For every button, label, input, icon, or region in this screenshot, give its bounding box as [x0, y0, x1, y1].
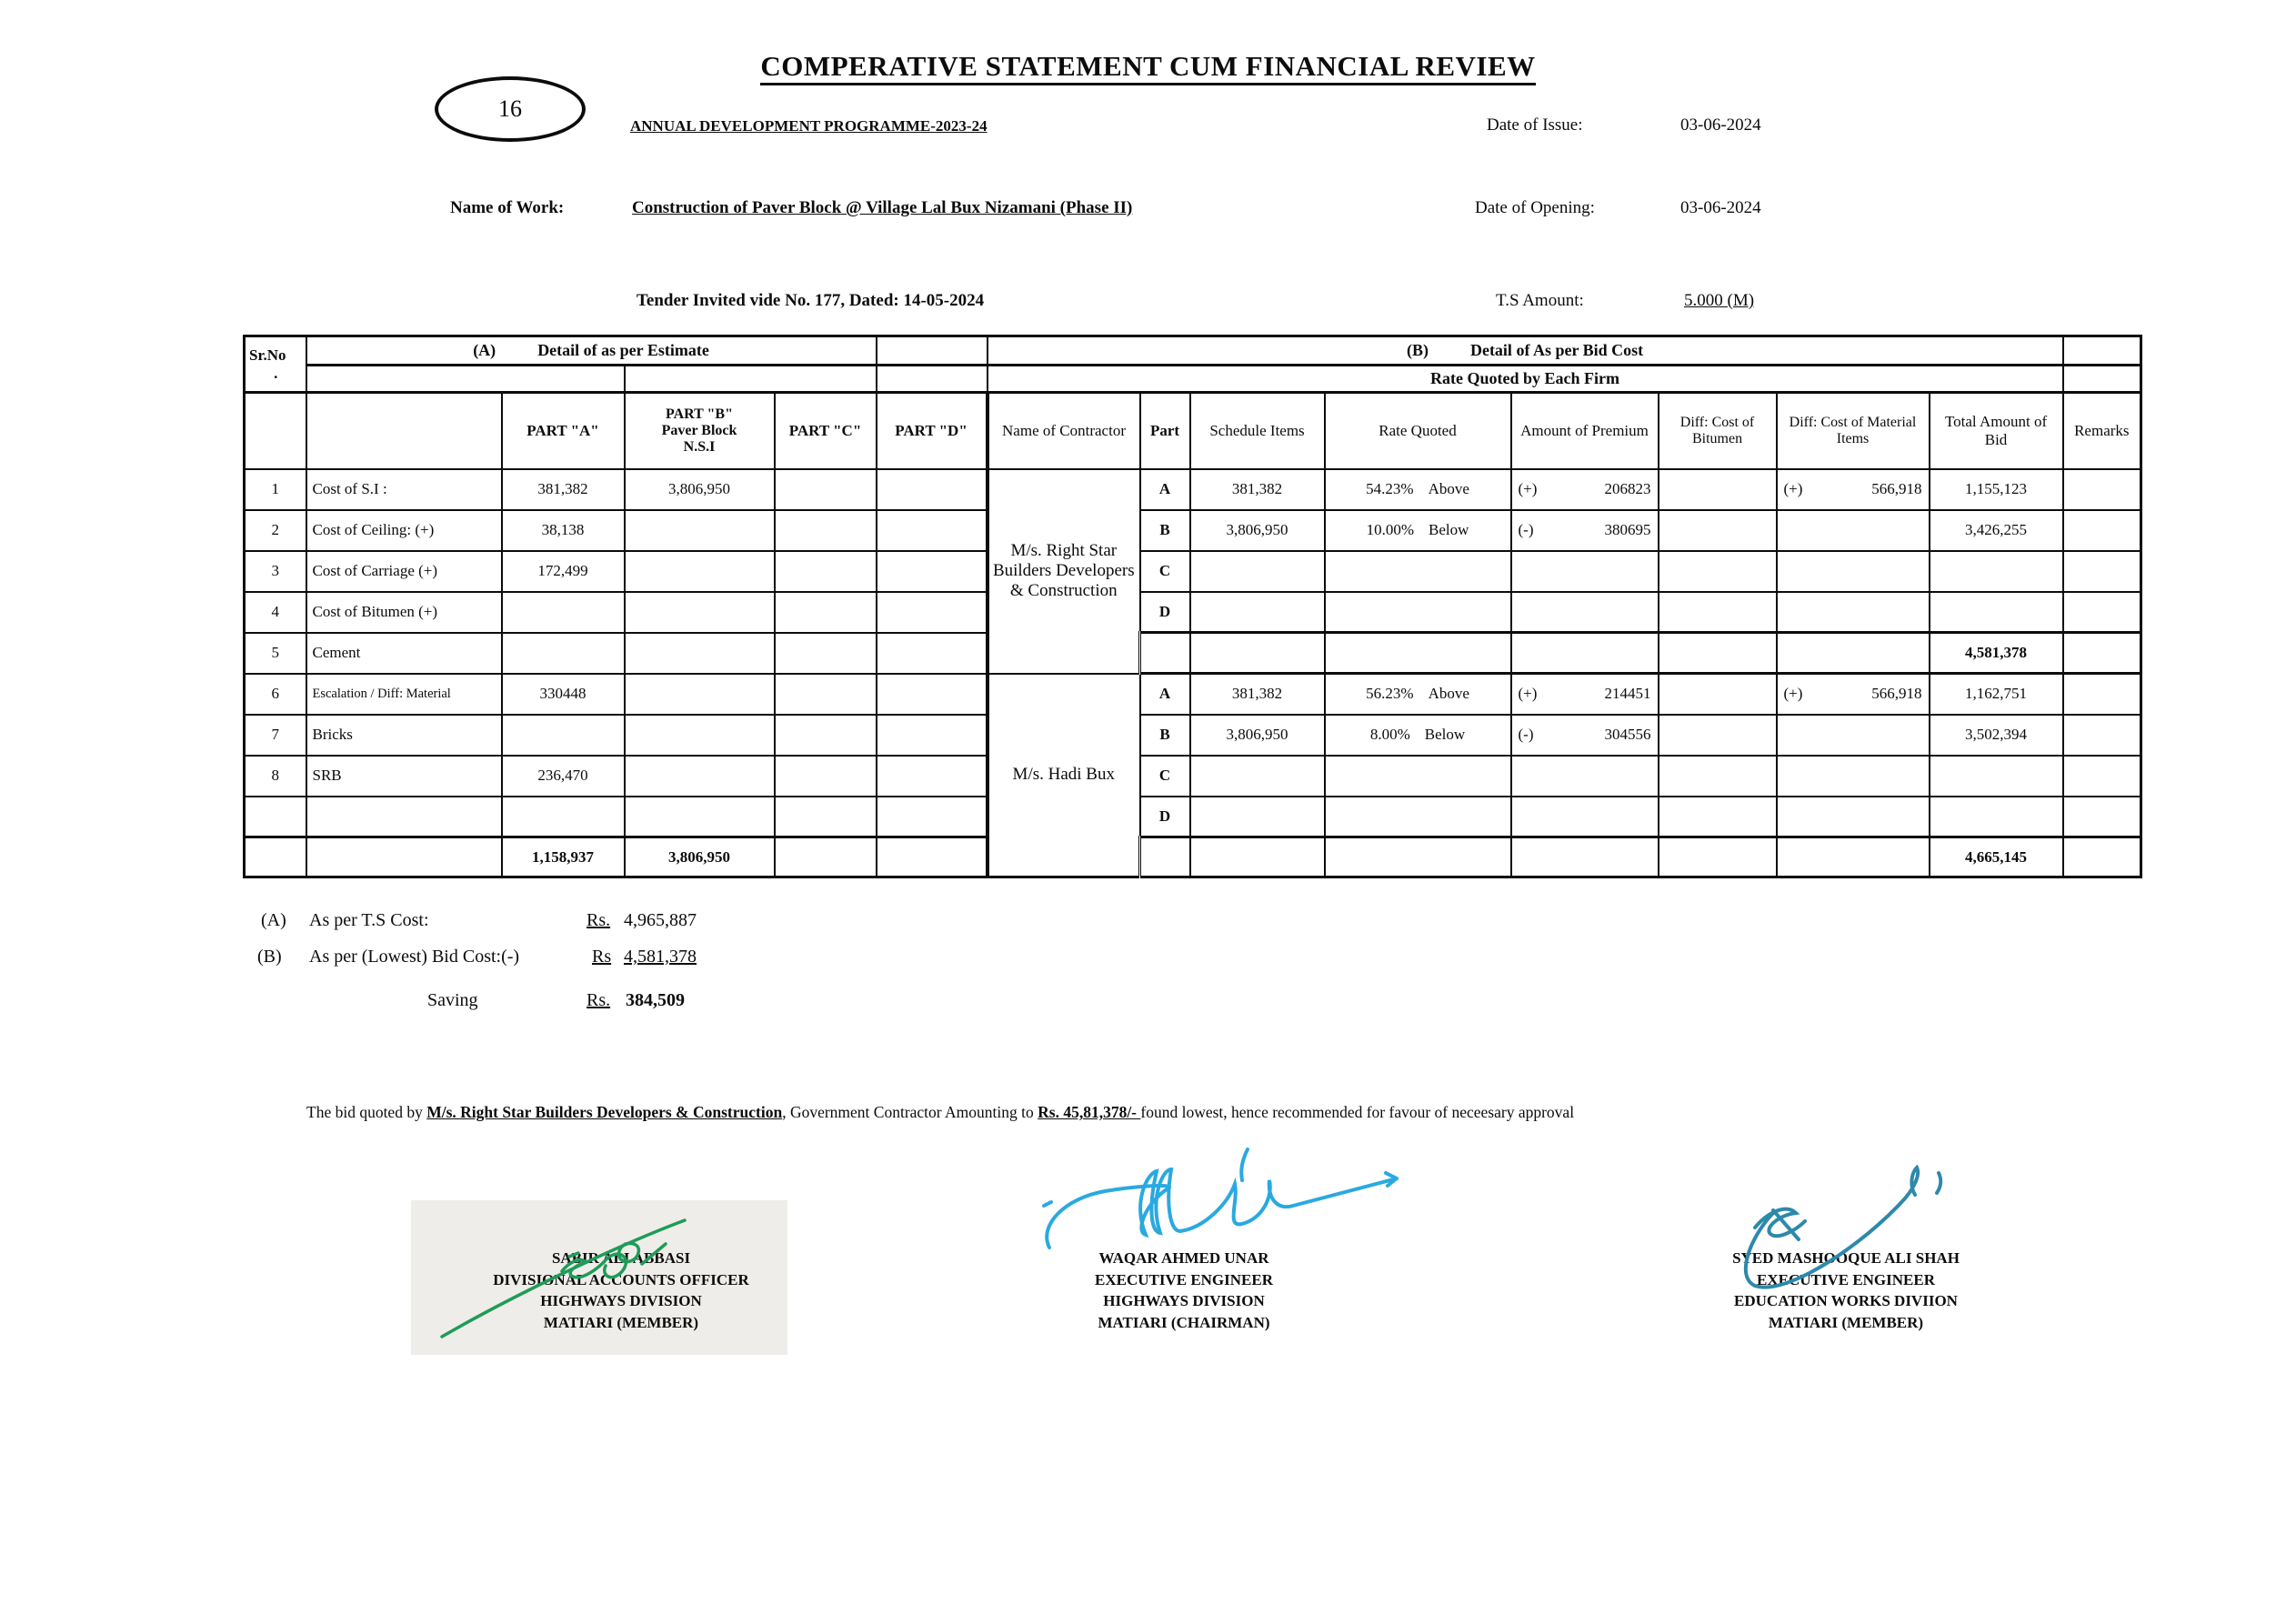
- cell-rate-quoted: [1325, 797, 1511, 837]
- signer-division: EDUCATION WORKS DIVIION: [1734, 1292, 1958, 1309]
- comparison-table-wrap: [243, 335, 2142, 878]
- signer-title: EXECUTIVE ENGINEER: [1094, 1270, 1273, 1288]
- signer-title: DIVISIONAL ACCOUNTS OFFICER: [493, 1270, 749, 1288]
- cell-rate-quoted: 10.00% Below: [1325, 510, 1511, 551]
- table-row: [245, 551, 2141, 592]
- cell-srno: 3: [245, 551, 306, 592]
- cell-part-b: [625, 715, 775, 756]
- col-header-remarks: Remarks: [2063, 393, 2141, 469]
- cell-total-bid: 3,426,255: [1930, 510, 2063, 551]
- cell-part-b: [625, 592, 775, 633]
- cell-premium: (-) 304556: [1511, 715, 1659, 756]
- cell-part-d: [877, 592, 988, 633]
- cell-part-d: [877, 510, 988, 551]
- saving-value: 384,509: [626, 990, 685, 1010]
- cell-part-c: [775, 756, 877, 797]
- name-of-work-label: Name of Work:: [450, 198, 565, 217]
- cell-premium: [1511, 592, 1659, 633]
- table-row: [245, 756, 2141, 797]
- cell-schedule: [1190, 837, 1325, 877]
- cell-premium: (-) 380695: [1511, 510, 1659, 551]
- cell-part-d: [877, 633, 988, 674]
- cell-part-c: [775, 551, 877, 592]
- col-header-part-b: PART "B" Paver Block N.S.I: [625, 393, 775, 469]
- cell-premium: [1511, 551, 1659, 592]
- col-header-diff-material: Diff: Cost of Material Items: [1777, 393, 1930, 469]
- cell-desc: SRB: [306, 756, 502, 797]
- tender-line: Tender Invited vide No. 177, Dated: 14-05-2024: [637, 291, 985, 310]
- cell-remarks: [2063, 797, 2141, 837]
- summary-a-value: 4,965,887: [624, 910, 697, 930]
- col-header-srno: Sr.No .: [245, 336, 306, 393]
- cell-schedule: [1190, 756, 1325, 797]
- summary-b-label: (B): [257, 947, 282, 967]
- table-row: [245, 469, 2141, 510]
- estimate-total-part-a: 1,158,937: [502, 837, 625, 877]
- cell-schedule: [1190, 592, 1325, 633]
- cell-desc: Cost of S.I :: [306, 469, 502, 510]
- saving-rs: Rs.: [587, 990, 611, 1010]
- cell-part-b: [625, 510, 775, 551]
- cell-diff-bitumen: [1659, 715, 1777, 756]
- cell-diff-material: (+) 566,918: [1777, 469, 1930, 510]
- rate-quoted-by-each-firm-header: Rate Quoted by Each Firm: [988, 366, 2063, 393]
- cell-desc: Cost of Ceiling: (+): [306, 510, 502, 551]
- col-header-part-a: PART "A": [502, 393, 625, 469]
- cell-part-b: [625, 674, 775, 715]
- signer-role: MATIARI (MEMBER): [1768, 1313, 1924, 1331]
- cell-part-d: [877, 797, 988, 837]
- cell-part-letter: [1140, 837, 1190, 877]
- cell-total-bid: [1930, 756, 2063, 797]
- signer-name: SYED MASHOOQUE ALI SHAH: [1732, 1249, 1960, 1267]
- summary-b-value: 4,581,378: [624, 947, 697, 967]
- cell-rate-quoted: [1325, 551, 1511, 592]
- cell-part-c: [775, 633, 877, 674]
- cell-total-bid: 1,155,123: [1930, 469, 2063, 510]
- cell-srno: [245, 797, 306, 837]
- cell-diff-material: [1777, 715, 1930, 756]
- cell-diff-bitumen: [1659, 469, 1777, 510]
- cell-srno: 7: [245, 715, 306, 756]
- cell-part-d: [877, 551, 988, 592]
- cell-srno: 4: [245, 592, 306, 633]
- section-b-header: (B) Detail of As per Bid Cost: [988, 336, 2063, 366]
- cell-rate-quoted: [1325, 633, 1511, 674]
- empty-header-cell: [2063, 336, 2141, 366]
- signer-name: WAQAR AHMED UNAR: [1098, 1249, 1269, 1267]
- cell-total-bid: 1,162,751: [1930, 674, 2063, 715]
- cell-srno: 5: [245, 633, 306, 674]
- cell-desc: Escalation / Diff: Material: [306, 674, 502, 715]
- signature-block-member1: [412, 1248, 830, 1333]
- saving-label: Saving: [427, 990, 478, 1010]
- cell-desc: Bricks: [306, 715, 502, 756]
- signer-name: SABIR ALI ABBASI: [551, 1249, 691, 1267]
- cell-part-letter: B: [1140, 510, 1190, 551]
- ts-amount-label: T.S Amount:: [1496, 291, 1584, 310]
- cell-part-c: [775, 797, 877, 837]
- cell-diff-bitumen: [1659, 756, 1777, 797]
- cell-total-bid: [1930, 592, 2063, 633]
- cell-diff-bitumen: [1659, 551, 1777, 592]
- empty-header-cell: [306, 393, 502, 469]
- signer-role: MATIARI (MEMBER): [543, 1313, 699, 1331]
- cell-diff-material: [1777, 756, 1930, 797]
- cell-premium: [1511, 797, 1659, 837]
- cell-schedule: 3,806,950: [1190, 510, 1325, 551]
- section-a-header: (A) Detail of as per Estimate: [306, 336, 877, 366]
- cell-diff-bitumen: [1659, 837, 1777, 877]
- cell-remarks: [2063, 592, 2141, 633]
- contractor-name: M/s. Hadi Bux: [988, 674, 1140, 877]
- date-of-opening-value: 03-06-2024: [1680, 198, 1761, 217]
- page-title: COMPERATIVE STATEMENT CUM FINANCIAL REVIEW: [0, 50, 2296, 83]
- cell-part-a: 172,499: [502, 551, 625, 592]
- cell-part-b: [625, 797, 775, 837]
- programme-line: ANNUAL DEVELOPMENT PROGRAMME-2023-24: [630, 117, 988, 135]
- header-row-ratequoted: [245, 366, 2141, 393]
- recommendation-line: The bid quoted by M/s. Right Star Builders Developers & Construction, Government Contractor Amounting to Rs. 45,81,378/- found lowest, hence recommended for favour of neceesary approval: [306, 1103, 1575, 1121]
- cell-part-b: [625, 756, 775, 797]
- cell-srno: 2: [245, 510, 306, 551]
- cell-part-d: [877, 715, 988, 756]
- summary-a-label: (A): [261, 910, 286, 930]
- cell-diff-material: [1777, 837, 1930, 877]
- cell-premium: [1511, 837, 1659, 877]
- col-header-part: Part: [1140, 393, 1190, 469]
- date-of-opening-label: Date of Opening:: [1475, 198, 1595, 217]
- signer-title: EXECUTIVE ENGINEER: [1756, 1270, 1935, 1288]
- signer-role: MATIARI (CHAIRMAN): [1098, 1313, 1270, 1331]
- table-row: [245, 633, 2141, 674]
- cell-remarks: [2063, 756, 2141, 797]
- cell-diff-material: [1777, 551, 1930, 592]
- cell-part-a: 236,470: [502, 756, 625, 797]
- cell-part-letter: B: [1140, 715, 1190, 756]
- cell-premium: (+) 206823: [1511, 469, 1659, 510]
- cell-part-letter: C: [1140, 756, 1190, 797]
- cell-part-letter: [1140, 633, 1190, 674]
- cell-schedule: [1190, 633, 1325, 674]
- cell-part-letter: A: [1140, 674, 1190, 715]
- cell-total-bid: [1930, 797, 2063, 837]
- cell-diff-bitumen: [1659, 510, 1777, 551]
- col-header-part-d: PART "D": [877, 393, 988, 469]
- signature-block-member2: [1637, 1248, 2055, 1333]
- cell-schedule: 3,806,950: [1190, 715, 1325, 756]
- cell-rate-quoted: [1325, 592, 1511, 633]
- cell-part-b: [625, 633, 775, 674]
- cell-part-d: [877, 837, 988, 877]
- cell-srno: 1: [245, 469, 306, 510]
- block-total-bid: 4,665,145: [1930, 837, 2063, 877]
- cell-diff-material: [1777, 510, 1930, 551]
- cell-remarks: [2063, 837, 2141, 877]
- cell-remarks: [2063, 674, 2141, 715]
- empty-header-cell: [877, 366, 988, 393]
- cell-desc: Cement: [306, 633, 502, 674]
- table-row: [245, 715, 2141, 756]
- cell-premium: (+) 214451: [1511, 674, 1659, 715]
- empty-header-cell: [877, 336, 988, 366]
- signer-division: HIGHWAYS DIVISION: [540, 1292, 702, 1309]
- block-total-bid: 4,581,378: [1930, 633, 2063, 674]
- cell-diff-material: [1777, 633, 1930, 674]
- cell-part-a: 38,138: [502, 510, 625, 551]
- recommended-contractor: M/s. Right Star Builders Developers & Construction: [426, 1103, 783, 1121]
- cell-part-c: [775, 510, 877, 551]
- cell-remarks: [2063, 633, 2141, 674]
- cell-rate-quoted: 54.23% Above: [1325, 469, 1511, 510]
- date-of-issue-value: 03-06-2024: [1680, 115, 1761, 135]
- summary-a-rs: Rs.: [587, 910, 611, 930]
- cell-schedule: [1190, 797, 1325, 837]
- cell-schedule: [1190, 551, 1325, 592]
- cell-desc: [306, 837, 502, 877]
- cell-desc: Cost of Bitumen (+): [306, 592, 502, 633]
- cell-diff-material: [1777, 592, 1930, 633]
- cell-desc: Cost of Carriage (+): [306, 551, 502, 592]
- cell-schedule: 381,382: [1190, 674, 1325, 715]
- col-header-premium: Amount of Premium: [1511, 393, 1659, 469]
- cell-srno: 8: [245, 756, 306, 797]
- cell-rate-quoted: 8.00% Below: [1325, 715, 1511, 756]
- empty-header-cell: [306, 366, 625, 393]
- cell-premium: [1511, 633, 1659, 674]
- cell-remarks: [2063, 715, 2141, 756]
- cell-part-d: [877, 674, 988, 715]
- cell-part-letter: C: [1140, 551, 1190, 592]
- date-of-issue-label: Date of Issue:: [1487, 115, 1583, 135]
- comparison-table: [243, 335, 2142, 878]
- signer-division: HIGHWAYS DIVISION: [1103, 1292, 1265, 1309]
- header-row-columns: [245, 393, 2141, 469]
- cell-desc: [306, 797, 502, 837]
- cell-rate-quoted: [1325, 837, 1511, 877]
- cell-total-bid: [1930, 551, 2063, 592]
- col-header-total-bid: Total Amount of Bid: [1930, 393, 2063, 469]
- estimate-total-part-b: 3,806,950: [625, 837, 775, 877]
- cell-part-a: 381,382: [502, 469, 625, 510]
- cell-diff-material: (+) 566,918: [1777, 674, 1930, 715]
- cell-part-b: [625, 551, 775, 592]
- cell-diff-bitumen: [1659, 592, 1777, 633]
- cell-part-a: [502, 592, 625, 633]
- cell-part-a: 330448: [502, 674, 625, 715]
- signature-block-chairman: [975, 1248, 1393, 1333]
- cell-part-d: [877, 756, 988, 797]
- name-of-work-value: Construction of Paver Block @ Village Lal Bux Nizamani (Phase II): [632, 198, 1133, 217]
- cell-diff-bitumen: [1659, 674, 1777, 715]
- col-header-rate-quoted: Rate Quoted: [1325, 393, 1511, 469]
- cell-srno: [245, 837, 306, 877]
- cell-rate-quoted: [1325, 756, 1511, 797]
- col-header-schedule: Schedule Items: [1190, 393, 1325, 469]
- empty-header-cell: [625, 366, 877, 393]
- cell-rate-quoted: 56.23% Above: [1325, 674, 1511, 715]
- cell-total-bid: 3,502,394: [1930, 715, 2063, 756]
- cell-srno: 6: [245, 674, 306, 715]
- col-header-part-c: PART "C": [775, 393, 877, 469]
- summary-b-rs: Rs: [592, 947, 612, 967]
- contractor-name: M/s. Right Star Builders Developers & Construction: [988, 469, 1140, 674]
- cell-part-c: [775, 674, 877, 715]
- page-number: 16: [498, 95, 522, 122]
- cell-remarks: [2063, 510, 2141, 551]
- col-header-diff-bitumen: Diff: Cost of Bitumen: [1659, 393, 1777, 469]
- cell-diff-material: [1777, 797, 1930, 837]
- cell-part-a: [502, 715, 625, 756]
- summary-b-text: As per (Lowest) Bid Cost:(-): [309, 947, 520, 967]
- cell-diff-bitumen: [1659, 633, 1777, 674]
- cell-part-c: [775, 592, 877, 633]
- cell-part-c: [775, 469, 877, 510]
- cell-part-letter: A: [1140, 469, 1190, 510]
- ts-amount-value: 5.000 (M): [1684, 291, 1755, 310]
- header-row-sections: [245, 336, 2141, 366]
- cell-remarks: [2063, 469, 2141, 510]
- cell-part-a: [502, 633, 625, 674]
- summary-a-text: As per T.S Cost:: [309, 910, 429, 930]
- cell-part-c: [775, 715, 877, 756]
- cell-part-letter: D: [1140, 797, 1190, 837]
- cell-remarks: [2063, 551, 2141, 592]
- col-header-contractor: Name of Contractor: [988, 393, 1140, 469]
- recommended-amount: Rs. 45,81,378/-: [1038, 1103, 1141, 1121]
- empty-header-cell: [245, 393, 306, 469]
- cell-part-letter: D: [1140, 592, 1190, 633]
- cell-schedule: 381,382: [1190, 469, 1325, 510]
- page-number-circle: [435, 76, 586, 142]
- table-row-totals: [245, 837, 2141, 877]
- table-row: [245, 592, 2141, 633]
- cell-premium: [1511, 756, 1659, 797]
- cell-diff-bitumen: [1659, 797, 1777, 837]
- table-row: [245, 510, 2141, 551]
- cell-part-d: [877, 469, 988, 510]
- cell-part-b: 3,806,950: [625, 469, 775, 510]
- cell-part-c: [775, 837, 877, 877]
- cell-part-a: [502, 797, 625, 837]
- table-row: [245, 674, 2141, 715]
- table-row: [245, 797, 2141, 837]
- empty-header-cell: [2063, 366, 2141, 393]
